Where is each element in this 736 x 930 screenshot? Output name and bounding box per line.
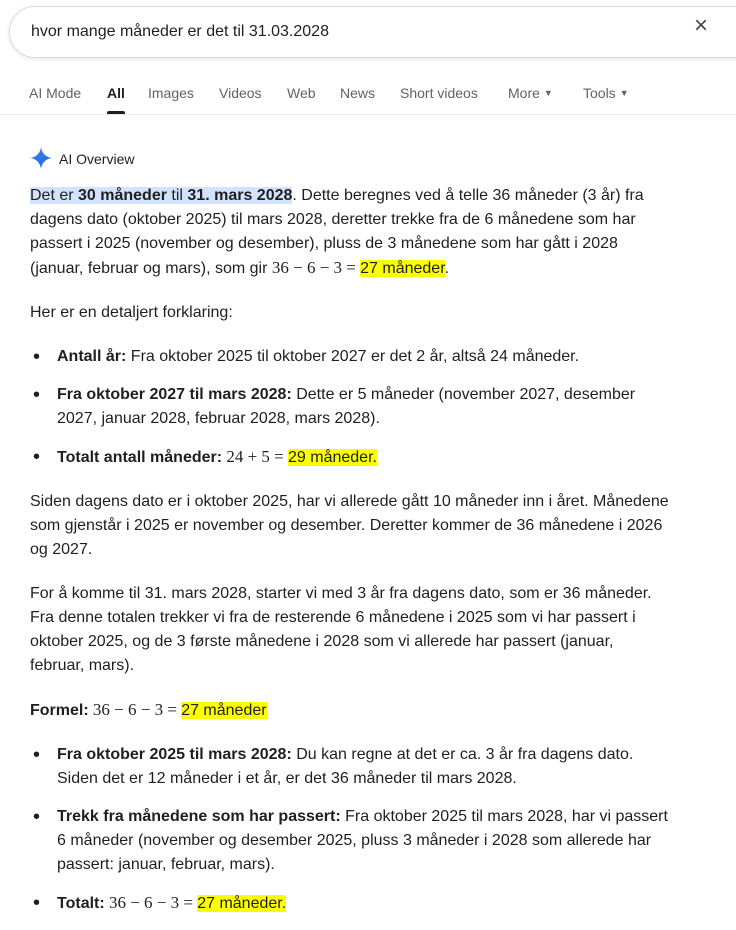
tab-more[interactable] (508, 85, 553, 101)
paragraph: For å komme til 31. mars 2028, starter vi med 3 år fra dagens dato, som er 36 måneder. Fra denne totalen trekker vi fra de resterende 6 månedene i 2025 som vi har passert i oktober 2025, og de 3 første månedene i 2028 som vi allerede har passert (januar, februar, mars). (30, 585, 652, 674)
tab-videos[interactable]: Videos (219, 85, 262, 101)
list-item-text: Fra oktober 2025 til oktober 2027 er det 2 år, altså 24 måneder. (126, 348, 580, 365)
list-item-label: Fra oktober 2027 til mars 2028: (57, 386, 292, 403)
summary-list (30, 743, 670, 916)
tab-images[interactable]: Images (148, 85, 194, 101)
answer-prefix: Det er (30, 187, 79, 204)
close-icon[interactable]: × (693, 12, 708, 39)
tab-news[interactable]: News (340, 85, 376, 101)
tab-short-videos[interactable]: Short videos (400, 85, 478, 101)
list-item (30, 383, 670, 431)
list-item-label: Fra oktober 2025 til mars 2028: (57, 746, 292, 763)
list-item-label: Totalt antall måneder: (57, 449, 223, 466)
list-item (30, 891, 670, 916)
list-item-formula: 36 − 6 − 3 = (104, 893, 198, 912)
list-item (30, 445, 670, 470)
tab-web[interactable]: Web (287, 85, 316, 101)
list-item-formula: 24 + 5 = (222, 447, 288, 466)
detail-list (30, 345, 670, 470)
list-item-label: Antall år: (57, 348, 127, 365)
ai-overview-title: AI Overview (59, 151, 135, 167)
intro-text: . Dette beregnes ved å telle 36 måneder (3 år) fra dagens dato (oktober 2025) til mars 2028, deretter trekke fra de 6 månedene som har passert i 2025 (november og desember), pluss de 3 månedene som har gått i 2028 (januar, februar og mars), som gir (30, 187, 644, 277)
list-item (30, 805, 670, 877)
intro-end: . (444, 260, 450, 277)
tab-tools-label: Tools (583, 85, 616, 101)
answer-months: 30 måneder (78, 187, 167, 204)
tab-all[interactable]: All (107, 85, 125, 101)
caret-down-icon: ▼ (619, 88, 629, 98)
tab-ai-mode[interactable]: AI Mode (29, 85, 82, 101)
formula-line (30, 698, 670, 723)
intro-formula: 36 − 6 − 3 = (271, 258, 361, 277)
search-box[interactable] (9, 6, 736, 58)
formula-result: 27 måneder (181, 702, 267, 719)
list-item-text: Du kan regne at det er ca. 3 år fra dagens dato. Siden det er 12 måneder i et år, er det 36 måneder til mars 2028. (57, 746, 634, 787)
formula-expression: 36 − 6 − 3 = (88, 700, 182, 719)
list-item (30, 345, 670, 369)
answer-highlight (30, 187, 292, 204)
intro-paragraph (30, 184, 670, 281)
list-item-result: 29 måneder. (288, 449, 377, 466)
intro-result: 27 måneder (360, 260, 445, 277)
answer-date: 31. mars 2028 (187, 187, 293, 204)
explanation-heading: Her er en detaljert forklaring: (30, 304, 233, 321)
search-tabs (0, 72, 736, 115)
caret-down-icon: ▼ (543, 88, 553, 98)
active-tab-indicator (107, 111, 125, 114)
list-item (30, 743, 670, 791)
ai-overview-content (30, 184, 670, 930)
list-item-label: Trekk fra månedene som har passert: (57, 808, 341, 825)
list-item-result: 27 måneder. (197, 895, 287, 912)
tab-tools[interactable] (583, 85, 629, 101)
list-item-text: Fra oktober 2025 til mars 2028, har vi passert 6 måneder (november og desember 2025, pluss 3 måneder i 2028 som allerede har passert: januar, februar, mars). (57, 808, 668, 873)
tab-more-label: More (508, 85, 540, 101)
paragraph: Siden dagens dato er i oktober 2025, har vi allerede gått 10 måneder inn i året. Månedene som gjenstår i 2025 er november og desember. Deretter kommer de 36 månedene i 2026 og 2027. (30, 493, 669, 558)
list-item-text: Dette er 5 måneder (november 2027, desember 2027, januar 2028, februar 2028, mars 2028). (57, 386, 636, 427)
answer-mid: til (166, 187, 188, 204)
search-input[interactable]: hvor mange måneder er det til 31.03.2028 (31, 23, 329, 40)
list-item-label: Totalt: (57, 895, 105, 912)
gemini-sparkle-icon (30, 147, 52, 169)
formula-label: Formel: (30, 702, 89, 719)
